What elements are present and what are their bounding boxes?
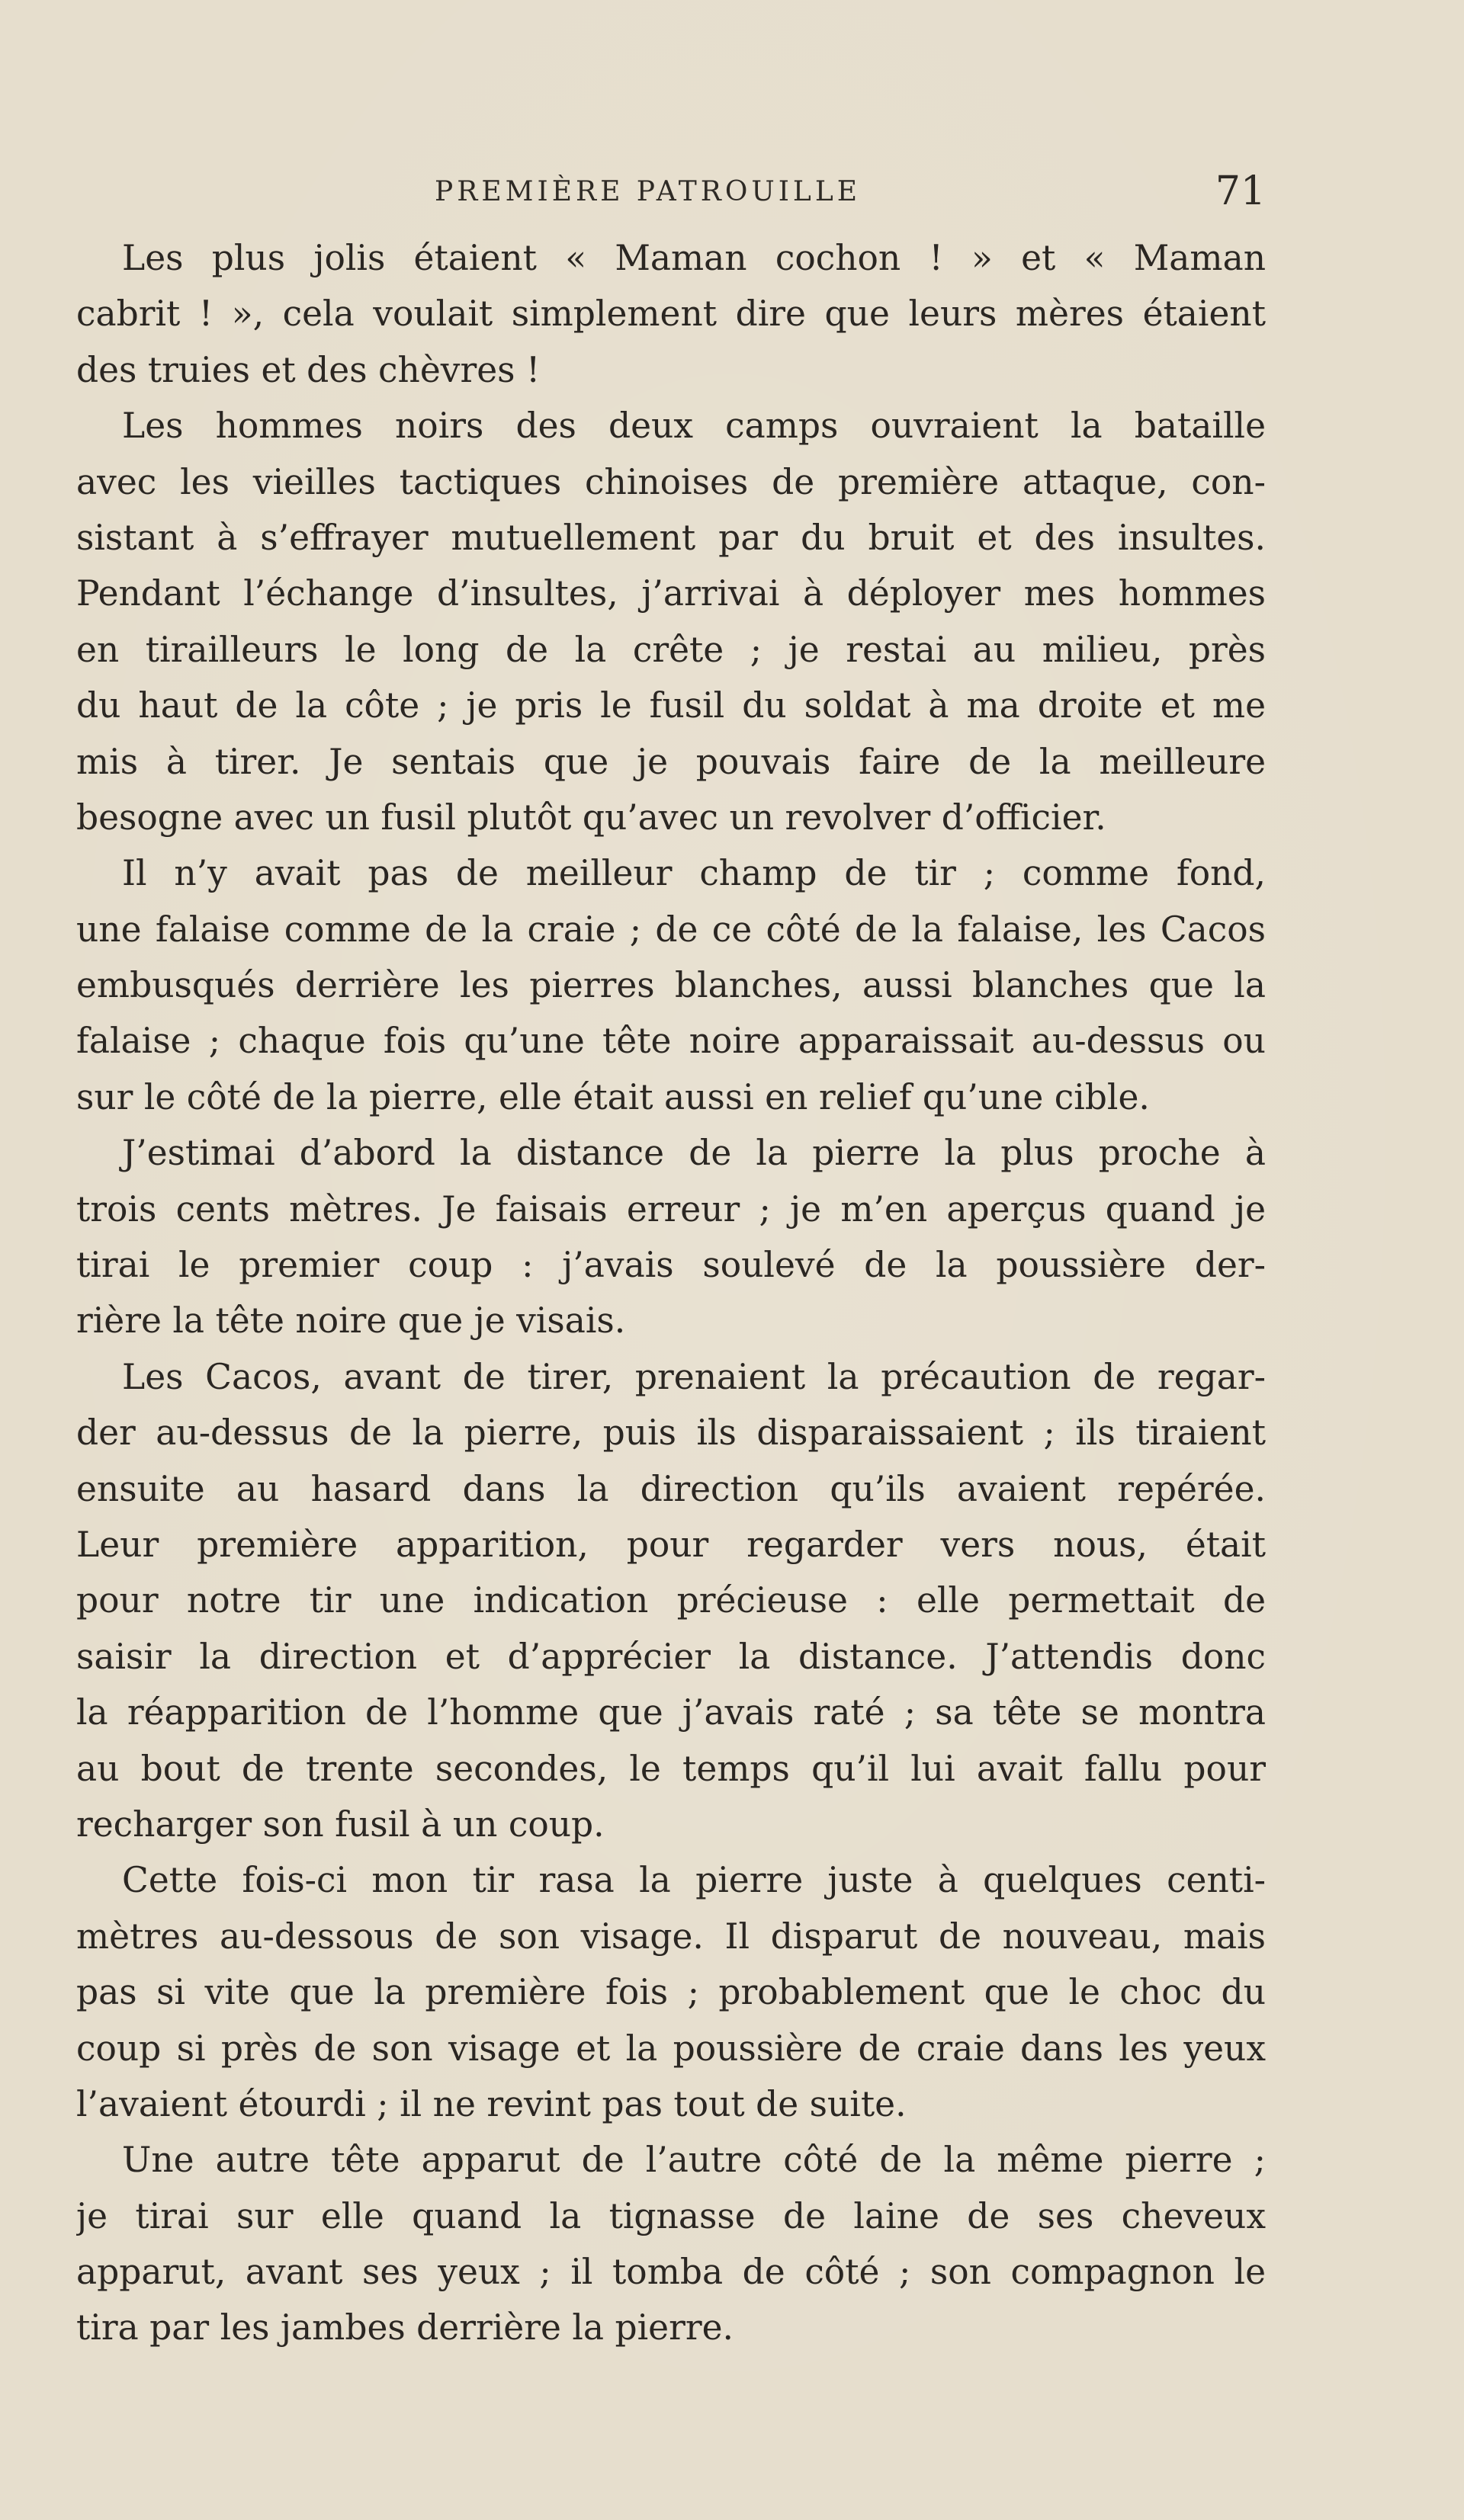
- text-line: trois cents mètres. Je faisais erreur ; je m’en aperçus quand je: [76, 1188, 1266, 1230]
- text-line: tira par les jambes derrière la pierre.: [76, 2307, 734, 2348]
- text-line: la réapparition de l’homme que j’avais raté ; sa tête se montra: [76, 1692, 1266, 1733]
- text-line: falaise ; chaque fois qu’une tête noire apparaissait au-dessus ou: [76, 1021, 1266, 1062]
- text-line: pour notre tir une indication précieuse : elle permettait de: [76, 1580, 1266, 1621]
- text-line: mis à tirer. Je sentais que je pouvais faire de la meilleure: [76, 741, 1266, 782]
- text-line: au bout de trente secondes, le temps qu’il lui avait fallu pour: [76, 1748, 1266, 1789]
- text-line: der au-dessus de la pierre, puis ils disparaissaient ; ils tiraient: [76, 1412, 1266, 1454]
- text-line: J’estimai d’abord la distance de la pierre la plus proche à: [122, 1133, 1266, 1174]
- text-line: besogne avec un fusil plutôt qu’avec un revolver d’officier.: [76, 797, 1106, 838]
- text-line: rière la tête noire que je visais.: [76, 1300, 626, 1342]
- text-line: Pendant l’échange d’insultes, j’arrivai à déployer mes hommes: [76, 573, 1266, 614]
- text-line: coup si près de son visage et la poussière de craie dans les yeux: [76, 2028, 1266, 2069]
- text-line: en tirailleurs le long de la crête ; je restai au milieu, près: [76, 629, 1266, 670]
- text-line: saisir la direction et d’apprécier la distance. J’attendis donc: [76, 1636, 1266, 1677]
- text-line: l’avaient étourdi ; il ne revint pas tout de suite.: [76, 2083, 907, 2124]
- text-line: embusqués derrière les pierres blanches, aussi blanches que la: [76, 965, 1266, 1006]
- body-text: [76, 230, 1266, 2356]
- text-line: Les plus jolis étaient « Maman cochon ! » et « Maman: [122, 238, 1266, 278]
- text-line: apparut, avant ses yeux ; il tomba de côté ; son compagnon le: [76, 2252, 1266, 2293]
- text-line: ensuite au hasard dans la direction qu’ils avaient repérée.: [76, 1468, 1266, 1509]
- running-title: PREMIÈRE PATROUILLE: [435, 176, 862, 207]
- text-line: je tirai sur elle quand la tignasse de laine de ses cheveux: [76, 2195, 1266, 2236]
- text-line: Les hommes noirs des deux camps ouvraient la bataille: [122, 406, 1266, 447]
- page-number: 71: [1215, 168, 1266, 214]
- text-line: Une autre tête apparut de l’autre côté de la même pierre ;: [122, 2140, 1266, 2181]
- text-line: cabrit ! », cela voulait simplement dire que leurs mères étaient: [76, 293, 1266, 335]
- text-line: avec les vieilles tactiques chinoises de première attaque, con-: [76, 461, 1266, 502]
- text-line: Il n’y avait pas de meilleur champ de tir ; comme fond,: [122, 853, 1266, 894]
- text-line: des truies et des chèvres !: [76, 349, 541, 390]
- text-line: une falaise comme de la craie ; de ce côté de la falaise, les Cacos: [76, 909, 1266, 950]
- text-line: sistant à s’effrayer mutuellement par du bruit et des insultes.: [76, 517, 1266, 558]
- text-line: mètres au-dessous de son visage. Il disparut de nouveau, mais: [76, 1916, 1266, 1957]
- text-line: tirai le premier coup : j’avais soulevé de la poussière der-: [76, 1245, 1266, 1286]
- text-line: du haut de la côte ; je pris le fusil du soldat à ma droite et me: [76, 685, 1266, 726]
- text-line: Les Cacos, avant de tirer, prenaient la précaution de regar-: [122, 1356, 1266, 1397]
- text-line: pas si vite que la première fois ; probablement que le choc du: [76, 1972, 1266, 2013]
- text-line: sur le côté de la pierre, elle était aussi en relief qu’une cible.: [76, 1076, 1150, 1117]
- text-line: Leur première apparition, pour regarder vers nous, était: [76, 1524, 1266, 1565]
- text-line: Cette fois-ci mon tir rasa la pierre juste à quelques centi-: [122, 1860, 1266, 1901]
- running-head: [435, 169, 1266, 215]
- text-line: recharger son fusil à un coup.: [76, 1803, 605, 1845]
